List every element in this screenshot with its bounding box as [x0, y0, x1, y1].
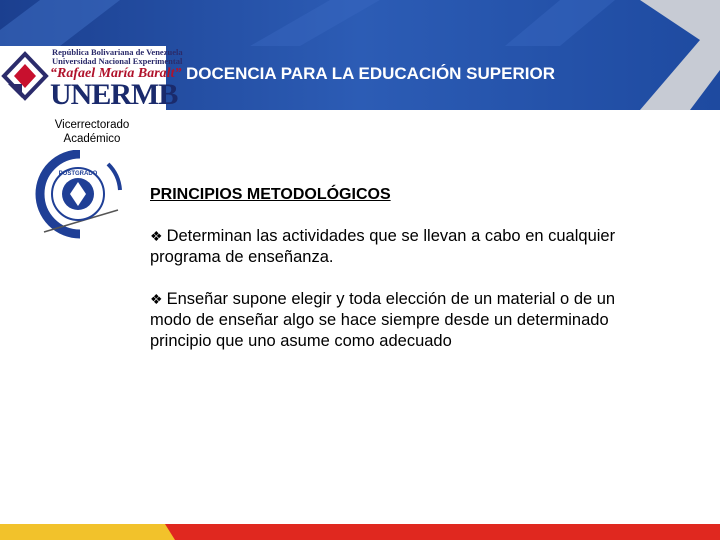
content-area — [150, 184, 650, 352]
section-heading: PRINCIPIOS METODOLÓGICOS — [150, 186, 391, 203]
footer-stripe — [0, 524, 720, 540]
seal-icon — [28, 150, 128, 240]
seal-text-top: POSTGRADO — [58, 171, 98, 177]
diamond-bullet-icon: ❖ — [150, 228, 163, 244]
logo-line-acronym: UNERMB — [50, 78, 178, 111]
seal-text-bottom: UNERMB — [65, 212, 91, 218]
bullet-text: Enseñar supone elegir y toda elección de un material o de un modo de enseñar algo se hace siempre desde un determinado principio que uno asume como adecuado — [150, 290, 616, 350]
logo-emblem-icon — [0, 48, 50, 110]
logo-line-country: República Bolivariana de Venezuela — [52, 47, 183, 57]
diamond-bullet-icon: ❖ — [150, 291, 163, 307]
page-title: DOCENCIA PARA LA EDUCACIÓN SUPERIOR — [186, 64, 555, 83]
postgrado-seal — [28, 150, 128, 245]
bullet-item — [150, 289, 650, 352]
logo-line-university: Universidad Nacional Experimental — [52, 56, 183, 66]
department-label: Vicerrectorado Académico — [54, 119, 130, 145]
logo-text-block — [52, 47, 183, 66]
bullet-item — [150, 226, 650, 268]
footer-bar — [0, 524, 720, 540]
logo-line-name: “Rafael María Baralt” — [50, 66, 182, 81]
bullet-text: Determinan las actividades que se llevan a cabo en cualquier programa de enseñanza. — [150, 227, 616, 266]
